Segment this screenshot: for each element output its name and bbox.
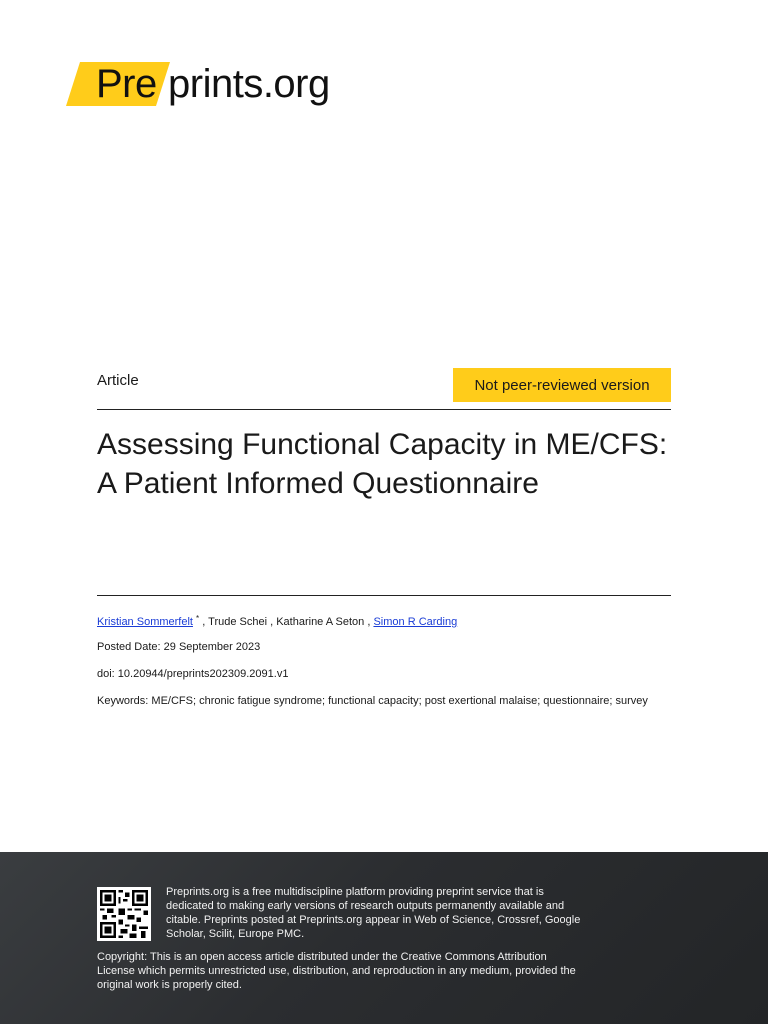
peer-review-badge: Not peer-reviewed version <box>453 368 671 402</box>
author-list <box>97 612 671 629</box>
posted-date: Posted Date: 29 September 2023 <box>97 641 261 653</box>
footer-about: Preprints.org is a free multidiscipline platform providing preprint service that is dedicated to making early versions of research outputs permanently available and citable. Preprints posted at Preprints.org appear in Web of Science, Crossref, Google Scholar, Scilit, Europe PMC. <box>166 886 581 940</box>
article-type-label: Article <box>97 372 139 389</box>
corresponding-author-mark: * <box>196 614 200 623</box>
preprints-logo[interactable] <box>66 58 366 110</box>
keywords: Keywords: ME/CFS; chronic fatigue syndrome; functional capacity; post exertional malaise; questionnaire; survey <box>97 695 648 707</box>
doi: doi: 10.20944/preprints202309.2091.v1 <box>97 668 289 680</box>
author-link-sommerfelt[interactable]: Kristian Sommerfelt <box>97 616 193 628</box>
footer-copyright: Copyright: This is an open access article distributed under the Creative Commons Attribution License which permits unrestricted use, distribution, and reproduction in any medium, provided the original work is properly cited. <box>97 951 576 991</box>
author-link-carding[interactable]: Simon R Carding <box>373 616 458 628</box>
author-names-plain: , Trude Schei , Katharine A Seton , <box>199 616 374 628</box>
footer <box>0 852 768 1024</box>
divider-top <box>97 409 671 410</box>
article-title: Assessing Functional Capacity in ME/CFS: A Patient Informed Questionnaire <box>97 428 668 500</box>
logo-text-rest: prints.org <box>168 62 330 106</box>
divider-bottom <box>97 595 671 596</box>
qr-code-icon[interactable] <box>97 887 151 941</box>
logo-text-pre: Pre <box>96 62 157 106</box>
